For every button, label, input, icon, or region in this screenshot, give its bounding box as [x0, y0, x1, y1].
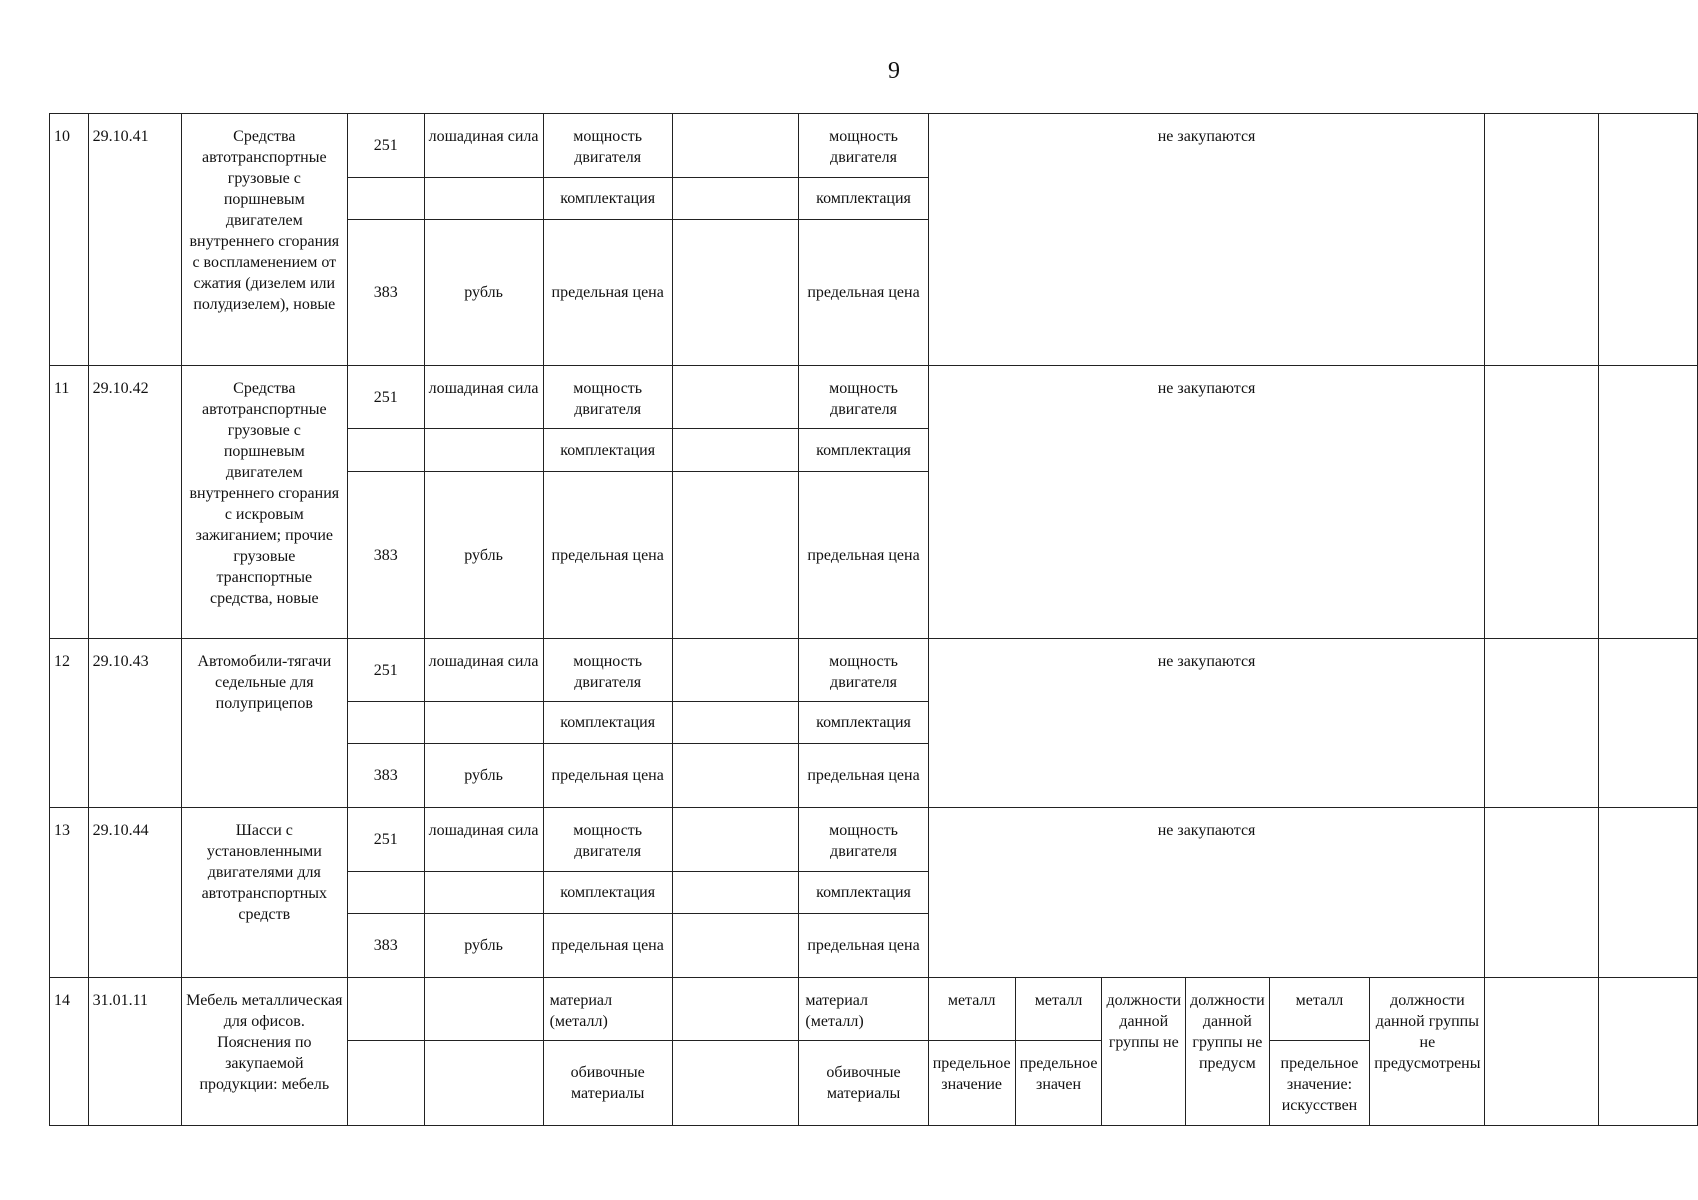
okei-code: [347, 178, 424, 220]
okei-code: [347, 429, 424, 472]
group-2-material: металл: [1015, 978, 1102, 1041]
table-row: [50, 366, 1698, 429]
group-3-note: [1102, 978, 1186, 1126]
empty-cell: [1485, 639, 1599, 808]
row-number: 10: [50, 114, 89, 366]
okei-code: 383: [347, 220, 424, 366]
okpd-code: 31.01.11: [88, 978, 181, 1126]
characteristic-value: [672, 808, 799, 872]
characteristic-value: [672, 872, 799, 914]
characteristic: предельная цена: [543, 472, 672, 639]
characteristic-value: [672, 114, 799, 178]
group-6-note: должности данной группы не предусмотрены: [1370, 978, 1485, 1126]
okei-code: 251: [347, 808, 424, 872]
characteristic-approved: комплектация: [799, 872, 928, 914]
characteristic-value: [672, 220, 799, 366]
okei-code: 383: [347, 744, 424, 808]
product-name: Средства автотранспортные грузовые с поршневым двигателем внутреннего сгорания с воспламенением от сжатия (дизелем или полудизелем), новые: [181, 114, 347, 366]
product-name: Автомобили-тягачи седельные для полуприцепов: [181, 639, 347, 808]
product-name: [181, 978, 347, 1126]
unit-name: [424, 702, 543, 744]
group-3-note-text: должности данной группы не: [1106, 992, 1182, 1051]
row-number: 13: [50, 808, 89, 978]
characteristic: комплектация: [543, 429, 672, 472]
okpd-code: 29.10.42: [88, 366, 181, 639]
empty-cell: [1599, 978, 1698, 1126]
characteristic: мощность двигателя: [543, 639, 672, 702]
characteristic: предельная цена: [543, 914, 672, 978]
product-name-text: Мебель металлическая для офисов. Пояснения по закупаемой продукции: мебель: [186, 992, 343, 1093]
group-5-limit: [1269, 1041, 1370, 1126]
empty-cell: [1599, 639, 1698, 808]
characteristic-approved: мощность двигателя: [799, 808, 928, 872]
group-2-limit-text: предельное значен: [1019, 1055, 1098, 1093]
characteristic-value: [672, 1041, 799, 1126]
okei-code: [347, 978, 424, 1041]
characteristic-approved: мощность двигателя: [799, 639, 928, 702]
characteristic-approved: комплектация: [799, 702, 928, 744]
group-5-limit-text: предельное значение: искусствен: [1280, 1055, 1359, 1114]
table-row: [50, 639, 1698, 702]
characteristic-approved: обивочные материалы: [799, 1041, 928, 1126]
characteristic-value: [672, 702, 799, 744]
characteristic: мощность двигателя: [543, 808, 672, 872]
group-1-limit: [928, 1041, 1015, 1126]
characteristic-approved: комплектация: [799, 178, 928, 220]
row-number: 12: [50, 639, 89, 808]
empty-cell: [1485, 978, 1599, 1126]
characteristic: обивочные материалы: [543, 1041, 672, 1126]
okei-code: 383: [347, 914, 424, 978]
unit-name: лошадиная сила: [424, 366, 543, 429]
characteristic: мощность двигателя: [543, 114, 672, 178]
characteristic-value: [672, 178, 799, 220]
okei-code: 251: [347, 114, 424, 178]
unit-name: лошадиная сила: [424, 114, 543, 178]
table-row: [50, 978, 1698, 1041]
not-purchased-note: не закупаются: [928, 808, 1485, 978]
empty-cell: [1485, 114, 1599, 366]
unit-name: рубль: [424, 220, 543, 366]
characteristic-value: [672, 472, 799, 639]
characteristic: предельная цена: [543, 220, 672, 366]
okpd-code: 29.10.43: [88, 639, 181, 808]
okpd-code: 29.10.41: [88, 114, 181, 366]
not-purchased-note: не закупаются: [928, 114, 1485, 366]
group-5-material: металл: [1269, 978, 1370, 1041]
characteristic-approved: мощность двигателя: [799, 114, 928, 178]
okei-code: [347, 1041, 424, 1126]
empty-cell: [1599, 808, 1698, 978]
row-number: 11: [50, 366, 89, 639]
group-4-note: [1186, 978, 1270, 1126]
unit-name: [424, 1041, 543, 1126]
characteristic: предельная цена: [543, 744, 672, 808]
unit-name: рубль: [424, 472, 543, 639]
product-name: Средства автотранспортные грузовые с поршневым двигателем внутреннего сгорания с искровым зажиганием; прочие грузовые транспортные средства, новые: [181, 366, 347, 639]
okei-code: [347, 702, 424, 744]
characteristic-approved: комплектация: [799, 429, 928, 472]
characteristic-value: [672, 366, 799, 429]
table-row: [50, 114, 1698, 178]
empty-cell: [1485, 808, 1599, 978]
characteristic-approved: предельная цена: [799, 220, 928, 366]
okei-code: [347, 872, 424, 914]
characteristic-approved: материал (металл): [799, 978, 928, 1041]
characteristic-approved: предельная цена: [799, 744, 928, 808]
characteristic: мощность двигателя: [543, 366, 672, 429]
characteristic: комплектация: [543, 178, 672, 220]
okei-code: 251: [347, 366, 424, 429]
page-number: 9: [888, 58, 900, 84]
characteristic-value: [672, 639, 799, 702]
characteristic: материал (металл): [543, 978, 672, 1041]
okei-code: 383: [347, 472, 424, 639]
requirements-table: [49, 113, 1698, 1126]
empty-cell: [1599, 366, 1698, 639]
table-row: [50, 808, 1698, 872]
group-2-limit: [1015, 1041, 1102, 1126]
unit-name: лошадиная сила: [424, 808, 543, 872]
characteristic-value: [672, 914, 799, 978]
unit-name: рубль: [424, 744, 543, 808]
characteristic-value: [672, 429, 799, 472]
characteristic-approved: предельная цена: [799, 472, 928, 639]
unit-name: [424, 872, 543, 914]
product-name: Шасси с установленными двигателями для автотранспортных средств: [181, 808, 347, 978]
group-1-limit-text: предельное значение: [932, 1055, 1011, 1093]
characteristic: комплектация: [543, 872, 672, 914]
empty-cell: [1485, 366, 1599, 639]
group-1-material: металл: [928, 978, 1015, 1041]
empty-cell: [1599, 114, 1698, 366]
characteristic-approved: предельная цена: [799, 914, 928, 978]
unit-name: лошадиная сила: [424, 639, 543, 702]
not-purchased-note: не закупаются: [928, 639, 1485, 808]
unit-name: [424, 178, 543, 220]
characteristic-value: [672, 978, 799, 1041]
unit-name: рубль: [424, 914, 543, 978]
unit-name: [424, 978, 543, 1041]
okpd-code: 29.10.44: [88, 808, 181, 978]
okei-code: 251: [347, 639, 424, 702]
table-body: [50, 114, 1698, 1126]
characteristic-approved: мощность двигателя: [799, 366, 928, 429]
characteristic-value: [672, 744, 799, 808]
characteristic: комплектация: [543, 702, 672, 744]
row-number: 14: [50, 978, 89, 1126]
not-purchased-note: не закупаются: [928, 366, 1485, 639]
unit-name: [424, 429, 543, 472]
group-4-note-text: должности данной группы не предусм: [1190, 992, 1265, 1072]
